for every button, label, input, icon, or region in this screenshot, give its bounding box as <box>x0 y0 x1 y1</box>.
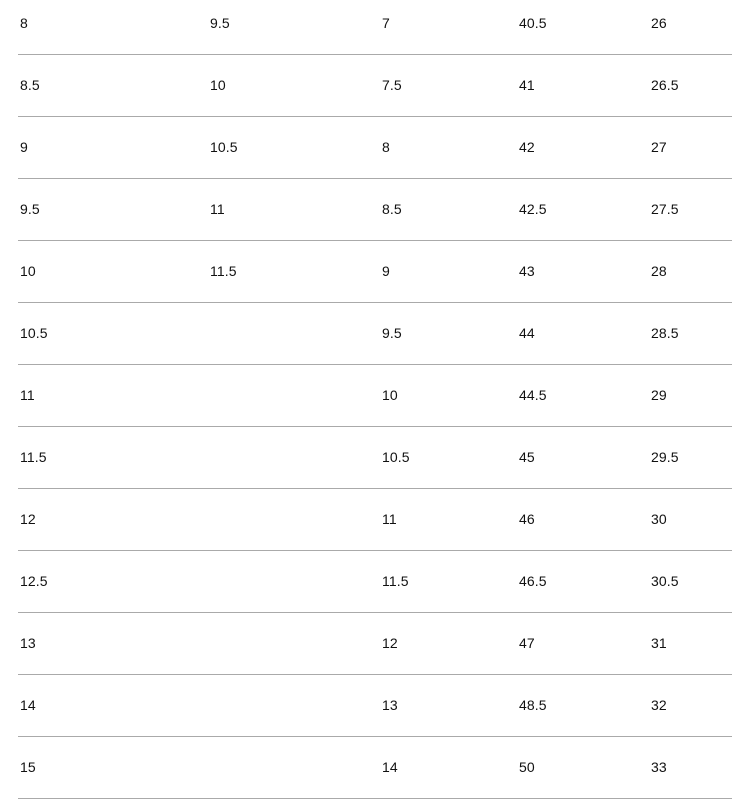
table-cell: 40.5 <box>517 0 649 54</box>
table-cell: 11.5 <box>380 550 517 612</box>
table-cell: 28.5 <box>649 302 732 364</box>
table-cell: 14 <box>380 736 517 798</box>
table-cell: 10 <box>18 240 208 302</box>
table-cell: 9 <box>380 240 517 302</box>
table-cell: 46.5 <box>517 550 649 612</box>
table-cell: 7 <box>380 0 517 54</box>
table-cell <box>208 674 380 736</box>
table-cell: 11.5 <box>18 426 208 488</box>
table-cell: 42.5 <box>517 178 649 240</box>
table-row <box>18 0 732 54</box>
table-cell: 12.5 <box>18 550 208 612</box>
table-cell: 45 <box>517 426 649 488</box>
table-cell: 11.5 <box>208 240 380 302</box>
table-cell: 12 <box>18 488 208 550</box>
table-row <box>18 674 732 736</box>
table-cell: 28 <box>649 240 732 302</box>
table-cell: 41 <box>517 54 649 116</box>
table-cell: 14 <box>18 674 208 736</box>
table-cell: 8 <box>380 116 517 178</box>
table-cell: 8.5 <box>18 54 208 116</box>
table-cell: 29.5 <box>649 426 732 488</box>
table-cell: 47 <box>517 612 649 674</box>
table-cell: 44.5 <box>517 364 649 426</box>
table-cell: 32 <box>649 674 732 736</box>
table-cell: 27.5 <box>649 178 732 240</box>
table-cell: 8 <box>18 0 208 54</box>
table-cell: 9.5 <box>380 302 517 364</box>
table-cell: 13 <box>380 674 517 736</box>
table-row <box>18 736 732 798</box>
table-cell: 9.5 <box>18 178 208 240</box>
table-cell: 44 <box>517 302 649 364</box>
table-cell <box>208 302 380 364</box>
table-cell: 15 <box>18 736 208 798</box>
table-row <box>18 116 732 178</box>
table-cell: 26.5 <box>649 54 732 116</box>
table-row <box>18 364 732 426</box>
size-conversion-table <box>18 0 732 799</box>
table-cell: 10.5 <box>18 302 208 364</box>
table-cell: 7.5 <box>380 54 517 116</box>
table-cell: 13 <box>18 612 208 674</box>
table-row <box>18 426 732 488</box>
table-cell <box>208 364 380 426</box>
table-cell <box>208 612 380 674</box>
table-row <box>18 612 732 674</box>
table-cell: 31 <box>649 612 732 674</box>
table-cell: 30.5 <box>649 550 732 612</box>
table-cell: 9 <box>18 116 208 178</box>
table-cell <box>208 426 380 488</box>
table-cell: 50 <box>517 736 649 798</box>
table-cell <box>208 550 380 612</box>
table-cell: 43 <box>517 240 649 302</box>
table-cell: 26 <box>649 0 732 54</box>
table-cell <box>208 488 380 550</box>
table-cell: 46 <box>517 488 649 550</box>
table-row <box>18 488 732 550</box>
table-row <box>18 54 732 116</box>
table-cell: 10 <box>208 54 380 116</box>
table-cell: 42 <box>517 116 649 178</box>
table-cell: 12 <box>380 612 517 674</box>
size-table-container <box>18 0 732 799</box>
table-row <box>18 550 732 612</box>
table-cell: 33 <box>649 736 732 798</box>
table-cell: 9.5 <box>208 0 380 54</box>
table-cell: 10 <box>380 364 517 426</box>
table-cell: 10.5 <box>380 426 517 488</box>
table-cell: 48.5 <box>517 674 649 736</box>
table-cell: 29 <box>649 364 732 426</box>
size-table-body <box>18 0 732 798</box>
table-cell: 10.5 <box>208 116 380 178</box>
table-cell: 8.5 <box>380 178 517 240</box>
table-row <box>18 302 732 364</box>
table-cell <box>208 736 380 798</box>
table-cell: 30 <box>649 488 732 550</box>
table-row <box>18 178 732 240</box>
table-cell: 11 <box>208 178 380 240</box>
table-cell: 27 <box>649 116 732 178</box>
table-row <box>18 240 732 302</box>
table-cell: 11 <box>380 488 517 550</box>
table-cell: 11 <box>18 364 208 426</box>
